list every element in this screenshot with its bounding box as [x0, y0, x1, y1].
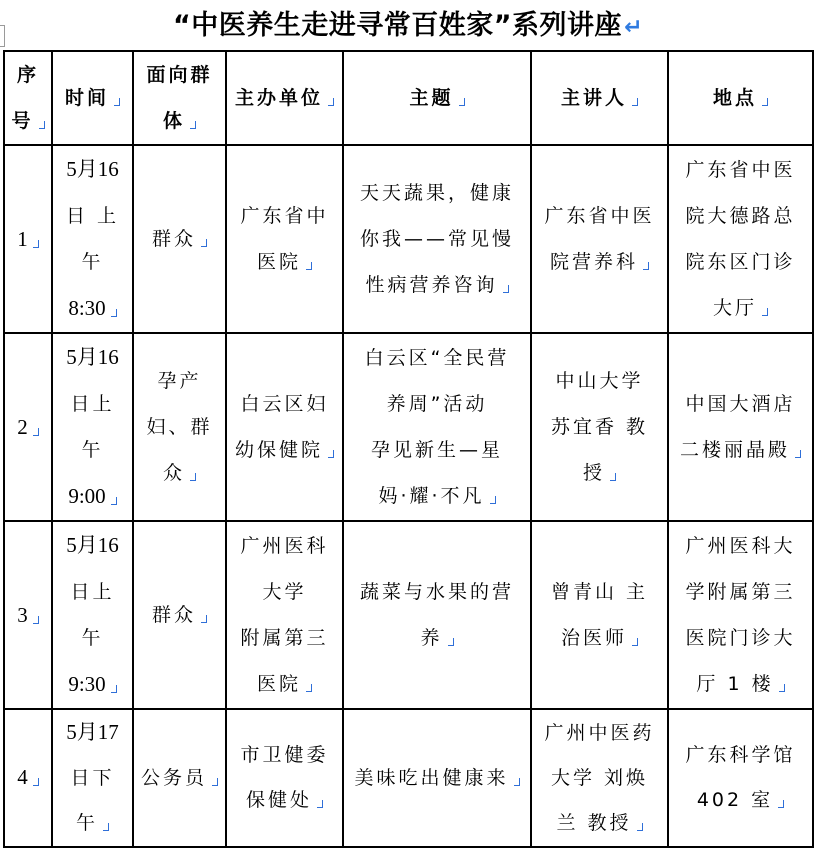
cell-location-text: 院大德路总 — [685, 205, 796, 227]
table-row — [4, 709, 813, 847]
cell-organizer-text: 白云区妇 — [240, 393, 329, 415]
cell-time-line — [57, 285, 128, 332]
cell-topic-line — [348, 262, 526, 308]
header-no-line1: 序 — [16, 64, 39, 86]
cell-organizer — [226, 333, 343, 521]
cell-location-text: 医院门诊大 — [685, 627, 796, 649]
cell-organizer-line — [231, 615, 338, 661]
cell-location-line — [673, 147, 808, 193]
cell-location — [668, 521, 813, 709]
paragraph-mark-icon — [448, 638, 454, 646]
cell-organizer-text: 幼保健院 — [234, 439, 323, 461]
cell-speaker-line — [536, 711, 663, 756]
cell-topic-text: 美味吃出健康来 — [354, 766, 509, 789]
paragraph-mark-icon — [632, 638, 638, 646]
cell-speaker-text: 苏宜香 教 — [550, 416, 649, 438]
header-row — [4, 51, 813, 145]
cell-time-text: 9:30 — [68, 672, 106, 696]
cell-location-text: 中国大酒店 — [685, 393, 796, 415]
cell-no — [4, 145, 52, 333]
cell-organizer-text: 医院 — [256, 673, 301, 695]
cell-time-line — [57, 661, 128, 708]
table-row — [4, 521, 813, 709]
paragraph-mark-icon — [795, 450, 801, 458]
cell-location-text: 广东省中医 — [685, 159, 796, 181]
row-number: 1 — [17, 226, 28, 251]
paragraph-mark-icon — [778, 800, 784, 808]
cell-organizer-line — [231, 523, 338, 569]
cell-organizer-text: 附属第三 — [240, 627, 329, 649]
cell-time-text: 日上 — [70, 393, 115, 415]
cell-topic-text: 天天蔬果，健康 — [359, 182, 514, 204]
header-location-text: 地点 — [712, 87, 757, 109]
return-arrow-icon: ↵ — [624, 15, 643, 40]
header-location — [668, 51, 813, 145]
cell-organizer-line — [231, 661, 338, 707]
paragraph-mark-icon — [328, 450, 334, 458]
cell-time-line — [57, 193, 128, 239]
cell-speaker-text: 授 — [582, 462, 605, 484]
cell-location — [668, 709, 813, 847]
header-topic-text: 主题 — [409, 87, 454, 109]
paragraph-mark-icon — [33, 616, 39, 624]
paragraph-mark-icon — [212, 778, 218, 786]
paragraph-mark-icon — [637, 823, 643, 831]
cell-location-text: 大厅 — [712, 297, 757, 319]
header-audience-line2 — [138, 98, 221, 144]
cell-speaker — [531, 145, 668, 333]
cell-organizer-line — [231, 733, 338, 778]
cell-time-line — [57, 615, 128, 661]
cell-audience — [133, 709, 226, 847]
paragraph-mark-icon — [514, 778, 520, 786]
cell-location-line — [673, 523, 808, 569]
cell-audience-line — [138, 592, 221, 638]
cell-time-text: 日上 — [70, 581, 115, 603]
cell-time-text: 9:00 — [68, 484, 106, 508]
cell-topic-line — [348, 381, 526, 427]
cell-speaker-line — [536, 193, 663, 239]
cell-speaker — [531, 521, 668, 709]
cell-speaker-line — [536, 404, 663, 450]
cell-speaker-line — [536, 569, 663, 615]
header-topic — [343, 51, 531, 145]
table-row — [4, 333, 813, 521]
cell-speaker-line — [536, 450, 663, 496]
paragraph-mark-icon — [490, 496, 496, 504]
cell-topic — [343, 333, 531, 521]
paragraph-mark-icon — [114, 98, 120, 106]
row-number: 2 — [17, 414, 28, 439]
cell-location-text: 厅 1 楼 — [696, 673, 774, 695]
cell-audience — [133, 333, 226, 521]
cell-topic-text: 白云区“全民营 — [364, 347, 510, 369]
cell-speaker-text: 广州中医药 — [544, 721, 655, 744]
cell-topic-line — [348, 569, 526, 615]
cell-topic-text: 蔬菜与水果的营 — [359, 581, 514, 603]
cell-speaker-text: 大学 刘焕 — [550, 766, 649, 789]
cell-time-text: 午 — [81, 251, 104, 273]
cell-speaker — [531, 709, 668, 847]
cell-organizer — [226, 709, 343, 847]
row-number: 3 — [17, 602, 28, 627]
paragraph-mark-icon — [610, 473, 616, 481]
cell-speaker-text: 院营养科 — [549, 251, 638, 273]
cell-time-line — [57, 239, 128, 285]
paragraph-mark-icon — [306, 684, 312, 692]
cell-speaker-line — [536, 756, 663, 801]
paragraph-mark-icon — [39, 121, 45, 129]
cell-no — [4, 709, 52, 847]
cell-organizer-text: 大学 — [262, 581, 307, 603]
cell-location-text: 二楼丽晶殿 — [679, 439, 790, 461]
cell-topic-line — [348, 756, 526, 801]
cell-no — [4, 521, 52, 709]
cell-organizer-line — [231, 427, 338, 473]
table-row — [4, 145, 813, 333]
cell-organizer-text: 广州医科 — [240, 535, 329, 557]
cell-time — [52, 333, 133, 521]
cell-topic — [343, 521, 531, 709]
cell-organizer — [226, 521, 343, 709]
cell-topic — [343, 145, 531, 333]
cell-location-line — [673, 239, 808, 285]
header-speaker — [531, 51, 668, 145]
paragraph-mark-icon — [779, 684, 785, 692]
cell-time-text: 8:30 — [68, 296, 106, 320]
cell-audience-text: 公务员 — [140, 766, 207, 789]
cell-time-line — [57, 801, 128, 846]
cell-speaker-text: 中山大学 — [555, 370, 644, 392]
cell-topic-text: 养 — [420, 627, 443, 649]
paragraph-mark-icon — [328, 98, 334, 106]
cell-location-line — [673, 285, 808, 331]
cell-time-line — [57, 381, 128, 427]
cell-time-text: 5月16 — [66, 345, 119, 369]
cell-time-text: 午 — [81, 627, 104, 649]
cell-location-text: 402 室 — [696, 789, 774, 811]
cell-organizer-line — [231, 193, 338, 239]
cell-topic-line — [348, 335, 526, 381]
cell-audience-text: 群众 — [151, 604, 196, 626]
cell-speaker-text: 治医师 — [560, 627, 627, 649]
cell-topic-line — [348, 615, 526, 661]
cell-organizer — [226, 145, 343, 333]
cell-audience-line — [138, 450, 221, 496]
lecture-schedule-table — [3, 50, 814, 848]
cell-topic-line — [348, 170, 526, 216]
header-time-text: 时间 — [64, 87, 109, 109]
cell-speaker-line — [536, 615, 663, 661]
header-no-line2 — [9, 98, 47, 144]
cell-topic-line — [348, 216, 526, 262]
paragraph-mark-icon — [103, 823, 109, 831]
cell-audience-line — [138, 216, 221, 262]
paragraph-mark-icon — [190, 121, 196, 129]
cell-time-line — [57, 710, 128, 756]
cell-speaker-line — [536, 801, 663, 846]
cell-location-line — [673, 733, 808, 778]
cell-time — [52, 145, 133, 333]
cell-audience-text: 群众 — [151, 228, 196, 250]
cell-speaker-text: 兰 教授 — [556, 811, 632, 834]
cell-topic-text: 养周”活动 — [386, 393, 488, 415]
cell-location-text: 广东科学馆 — [685, 744, 796, 766]
cell-speaker-line — [536, 358, 663, 404]
cell-topic-text: 孕见新生—星 — [370, 439, 503, 461]
paragraph-mark-icon — [306, 262, 312, 270]
cell-location-line — [673, 193, 808, 239]
cell-speaker-text: 曾青山 主 — [550, 581, 649, 603]
cell-organizer-line — [231, 381, 338, 427]
header-speaker-text: 主讲人 — [560, 87, 627, 109]
cell-time-line — [57, 334, 128, 381]
cell-location-line — [673, 661, 808, 707]
paragraph-mark-icon — [459, 98, 465, 106]
cell-speaker-line — [536, 239, 663, 285]
paragraph-mark-icon — [762, 308, 768, 316]
cell-topic-line — [348, 473, 526, 519]
paragraph-mark-icon — [503, 285, 509, 293]
header-audience-line2-text: 体 — [162, 110, 185, 132]
cell-location-line — [673, 381, 808, 427]
cell-audience-text: 孕产 — [157, 370, 202, 392]
cell-topic — [343, 709, 531, 847]
paragraph-mark-icon — [190, 473, 196, 481]
paragraph-mark-icon — [33, 240, 39, 248]
header-time — [52, 51, 133, 145]
cell-time-line — [57, 473, 128, 520]
cell-time-text: 5月16 — [66, 157, 119, 181]
cell-location-line — [673, 778, 808, 823]
row-number: 4 — [17, 765, 28, 789]
paragraph-mark-icon — [33, 778, 39, 786]
header-no-line2-text: 号 — [11, 110, 34, 132]
cell-audience-line — [138, 756, 221, 801]
cell-time-text: 午 — [81, 439, 104, 461]
cell-location-text: 学附属第三 — [685, 581, 796, 603]
title-text: “中医养生走进寻常百姓家”系列讲座 — [173, 10, 623, 41]
cell-topic-text: 妈·耀·不凡 — [378, 485, 485, 507]
paragraph-mark-icon — [111, 309, 117, 317]
cell-location-text: 院东区门诊 — [685, 251, 796, 273]
paragraph-mark-icon — [33, 428, 39, 436]
cell-audience-text: 妇、群 — [146, 416, 213, 438]
cell-speaker — [531, 333, 668, 521]
cell-time — [52, 709, 133, 847]
cell-time — [52, 521, 133, 709]
paragraph-mark-icon — [643, 262, 649, 270]
cell-organizer-text: 市卫健委 — [240, 744, 329, 766]
paragraph-mark-icon — [111, 685, 117, 693]
header-organizer-text: 主办单位 — [234, 87, 323, 109]
cell-location — [668, 145, 813, 333]
cell-audience — [133, 145, 226, 333]
cell-audience-line — [138, 358, 221, 404]
paragraph-mark-icon — [201, 615, 207, 623]
cell-audience-text: 众 — [162, 462, 185, 484]
cell-location-line — [673, 427, 808, 473]
cell-time-text: 5月17 — [66, 720, 119, 744]
cell-time-text: 午 — [75, 812, 98, 834]
paragraph-mark-icon — [632, 98, 638, 106]
header-no — [4, 51, 52, 145]
cell-organizer-text: 保健处 — [245, 789, 312, 811]
paragraph-mark-icon — [317, 800, 323, 808]
header-audience-line1: 面向群 — [146, 64, 213, 86]
cell-time-line — [57, 756, 128, 801]
cell-organizer-text: 广东省中 — [240, 205, 329, 227]
cell-time-text: 日下 — [70, 767, 115, 789]
cell-time-text: 日 上 — [65, 205, 120, 227]
cell-location-line — [673, 569, 808, 615]
cell-audience — [133, 521, 226, 709]
cell-topic-text: 性病营养咨询 — [365, 274, 498, 296]
cell-audience-line — [138, 404, 221, 450]
paragraph-mark-icon — [111, 497, 117, 505]
cell-no — [4, 333, 52, 521]
cell-time-line — [57, 146, 128, 193]
cell-time-text: 5月16 — [66, 533, 119, 557]
cell-organizer-text: 医院 — [256, 251, 301, 273]
document-title — [0, 6, 816, 46]
header-organizer — [226, 51, 343, 145]
cell-location-text: 广州医科大 — [685, 535, 796, 557]
cell-organizer-line — [231, 239, 338, 285]
cell-time-line — [57, 569, 128, 615]
cell-topic-text: 你我——常见慢 — [359, 228, 514, 250]
paragraph-mark-icon — [762, 98, 768, 106]
cell-speaker-text: 广东省中医 — [544, 205, 655, 227]
cell-time-line — [57, 427, 128, 473]
cell-time-line — [57, 522, 128, 569]
cell-organizer-line — [231, 569, 338, 615]
cell-location — [668, 333, 813, 521]
cell-organizer-line — [231, 778, 338, 823]
paragraph-mark-icon — [201, 239, 207, 247]
header-audience — [133, 51, 226, 145]
cell-location-line — [673, 615, 808, 661]
cell-topic-line — [348, 427, 526, 473]
